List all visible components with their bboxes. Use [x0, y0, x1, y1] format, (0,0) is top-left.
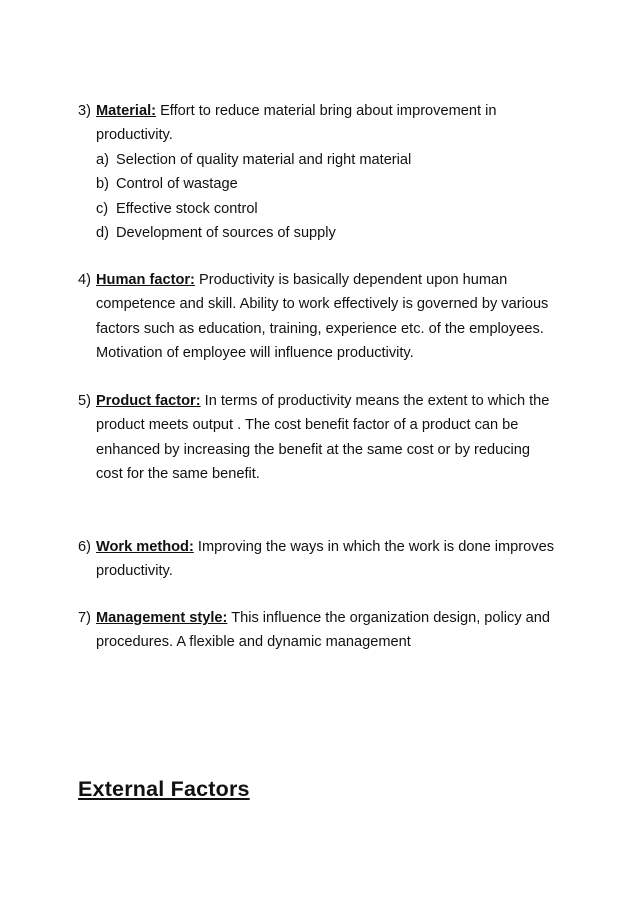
item-body — [96, 99, 558, 245]
sublist-item — [96, 172, 558, 196]
item-term: Management style: — [96, 610, 228, 626]
sublist-text: Effective stock control — [116, 200, 258, 217]
item-text: In terms of productivity means the extent to which the product meets output . The cost benefit factor of a product can be enhanced by increasing the benefit at the same cost or by reducing cost for the same benefit. — [96, 393, 550, 483]
list-item-material — [78, 99, 558, 245]
sublist-text: Selection of quality material and right material — [116, 151, 412, 168]
item-text: Effort to reduce material bring about improvement in productivity. — [96, 103, 497, 144]
item-text: Productivity is basically dependent upon human competence and skill. Ability to work effectively is governed by various factors such as education, training, experience etc. of the employees. Motivation of employee will influence productivity. — [96, 272, 549, 362]
item-number: 7) — [78, 610, 91, 626]
sublist-letter: c) — [96, 200, 109, 217]
item-term: Human factor: — [96, 272, 195, 288]
item-body — [96, 268, 558, 366]
item-term: Product factor: — [96, 393, 201, 409]
sublist-letter: a) — [96, 151, 109, 168]
sublist-item — [96, 221, 558, 245]
section-heading: External Factors — [78, 777, 250, 801]
sublist-item — [96, 148, 558, 172]
item-body — [96, 606, 558, 655]
sublist-text: Control of wastage — [116, 176, 238, 193]
item-number: 6) — [78, 539, 91, 555]
list-item-product-factor — [78, 389, 558, 487]
item-text: Improving the ways in which the work is done improves productivity. — [96, 539, 554, 580]
sublist-letter: d) — [96, 225, 109, 242]
sublist-text: Development of sources of supply — [116, 225, 336, 242]
list-item-human-factor — [78, 268, 558, 366]
sublist — [96, 148, 558, 246]
item-body — [96, 389, 558, 487]
item-number: 4) — [78, 272, 91, 288]
list-item-work-method — [78, 535, 558, 584]
item-body — [96, 535, 558, 584]
item-term: Material: — [96, 103, 157, 119]
list-item-management-style — [78, 606, 558, 655]
item-number: 5) — [78, 393, 91, 409]
sublist-letter: b) — [96, 176, 109, 193]
item-text: This influence the organization design, policy and procedures. A flexible and dynamic management — [96, 610, 551, 651]
item-number: 3) — [78, 103, 91, 119]
sublist-item — [96, 197, 558, 221]
item-term: Work method: — [96, 539, 194, 555]
